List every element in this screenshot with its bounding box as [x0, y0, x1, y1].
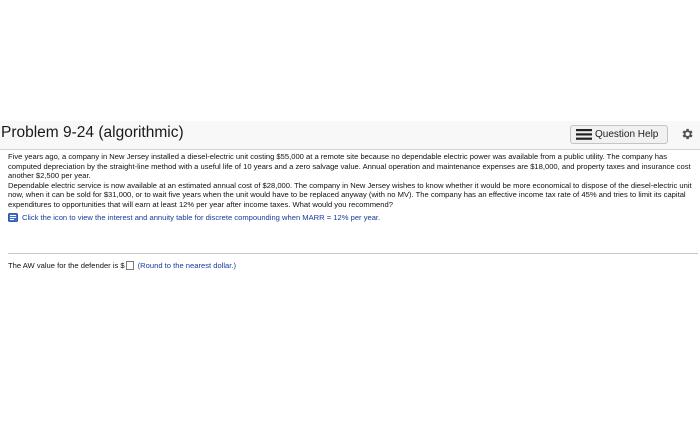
answer-row — [8, 261, 236, 270]
section-divider — [8, 253, 698, 254]
problem-paragraph-1: Five years ago, a company in New Jersey installed a diesel-electric unit costing $55,000 at a remote site because no dependable electric power was available from a public utility. The company has computed depreciation by the straight-line method with a useful life of 10 years and a zero salvage value. Annual operation and maintenance expenses are $18,000, and property taxes and insurance cost another $2,500 per year. — [8, 152, 691, 181]
problem-statement — [8, 152, 692, 222]
problem-header — [0, 121, 700, 150]
table-link-text[interactable]: Click the icon to view the interest and annuity table for discrete compounding when MARR = 12% per year. — [22, 212, 381, 222]
gear-icon[interactable] — [680, 127, 694, 141]
question-help-button[interactable] — [570, 125, 668, 144]
aw-answer-input[interactable] — [126, 261, 134, 270]
page-title: Problem 9-24 (algorithmic) — [1, 124, 184, 141]
book-icon[interactable] — [8, 213, 18, 222]
problem-paragraph-2: Dependable electric service is now available at an estimated annual cost of $28,000. The company in New Jersey wishes to know whether it would be more economical to dispose of the diesel-electric unit now, when it can be sold for $31,000, or to wait five years when the unit would have to be replaced anyway (with no MV). The company has an effective income tax rate of 45% and tries to limit its capital expenditures to opportunities that will earn at least 12% per year after income taxes. What would you recommend? — [8, 180, 692, 209]
question-help-label: Question Help — [595, 129, 659, 140]
answer-prefix: The AW value for the defender is $ — [8, 261, 125, 270]
rounding-hint: (Round to the nearest dollar.) — [137, 261, 237, 270]
list-icon — [576, 129, 592, 140]
table-link[interactable] — [8, 213, 692, 222]
